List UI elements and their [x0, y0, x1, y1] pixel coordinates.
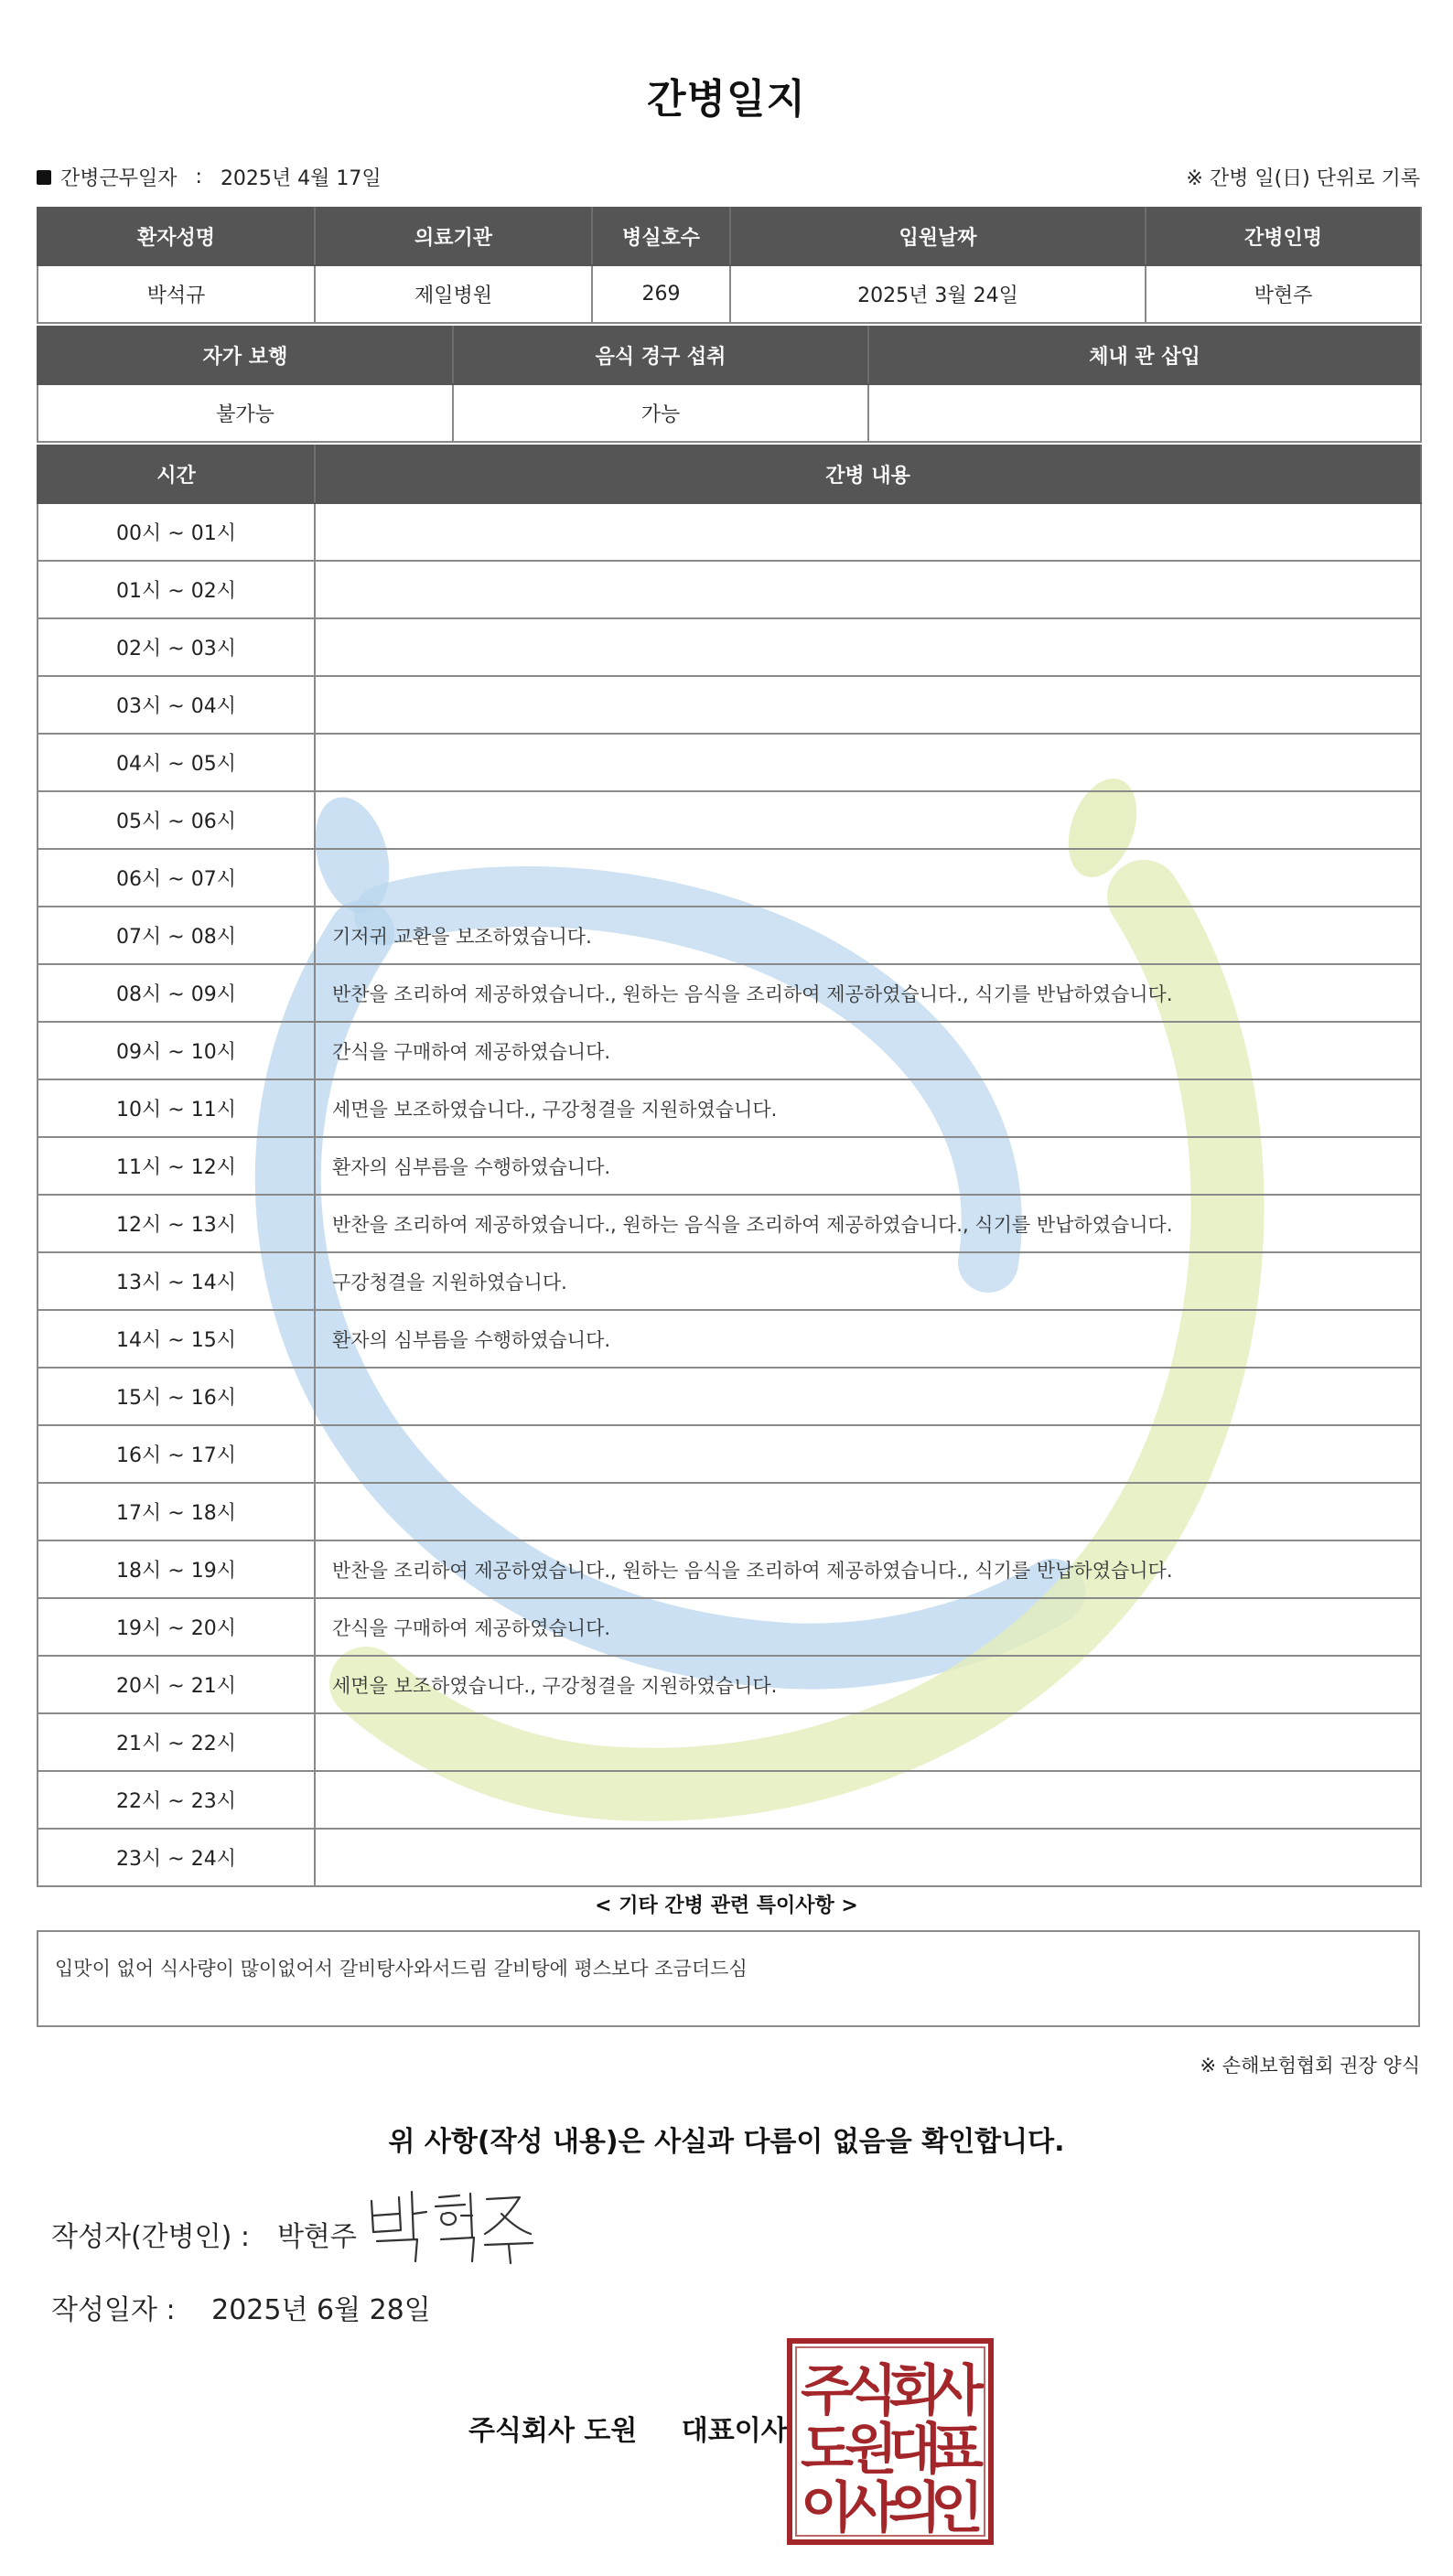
patient-info-table: [37, 207, 1422, 324]
time-cell: 22시 ~ 23시: [38, 1771, 315, 1829]
writer-label: 작성자(간병인) :: [51, 2221, 250, 2253]
company-row: [468, 2408, 788, 2448]
care-content-cell: [315, 676, 1421, 734]
svg-text:주: 주: [801, 2359, 854, 2423]
care-content-cell: 세면을 보조하였습니다., 구강청결을 지원하였습니다.: [315, 1656, 1421, 1713]
work-date-separator: :: [195, 166, 202, 188]
unit-note: ※ 간병 일(日) 단위로 기록: [1186, 167, 1420, 190]
time-cell: 08시 ~ 09시: [38, 964, 315, 1022]
care-content-cell: 반찬을 조리하여 제공하였습니다., 원하는 음식을 조리하여 제공하였습니다., 식기를 반납하였습니다.: [315, 964, 1421, 1022]
table-row: [38, 734, 1421, 791]
table-row: [38, 676, 1421, 734]
patient-status-header-row: [38, 327, 1421, 384]
care-content-cell: 환자의 심부름을 수행하였습니다.: [315, 1137, 1421, 1195]
care-content-cell: [315, 791, 1421, 849]
care-content-cell: 간식을 구매하여 제공하였습니다.: [315, 1022, 1421, 1079]
time-cell: 21시 ~ 22시: [38, 1713, 315, 1771]
table-row: [38, 791, 1421, 849]
care-content-cell: 반찬을 조리하여 제공하였습니다., 원하는 음식을 조리하여 제공하였습니다., 식기를 반납하였습니다.: [315, 1195, 1421, 1252]
time-cell: 05시 ~ 06시: [38, 791, 315, 849]
care-content-cell: [315, 734, 1421, 791]
form-note: ※ 손해보험협회 권장 양식: [1200, 2055, 1420, 2077]
header-room-number: 병실호수: [592, 208, 730, 265]
table-row: [38, 1771, 1421, 1829]
care-content-cell: [315, 618, 1421, 676]
header-caregiver-name: 간병인명: [1146, 208, 1421, 265]
writer-row: [51, 2214, 357, 2254]
time-cell: 17시 ~ 18시: [38, 1483, 315, 1540]
svg-text:원: 원: [845, 2418, 898, 2482]
svg-text:표: 표: [931, 2418, 984, 2482]
remarks-text: 입맛이 없어 식사량이 많이없어서 갈비탕사와서드림 갈비탕에 평스보다 조금더드심: [55, 1958, 748, 1980]
svg-text:사: 사: [845, 2476, 898, 2540]
svg-text:대: 대: [888, 2418, 942, 2482]
value-patient-name: 박석규: [38, 265, 315, 323]
care-content-cell: [315, 1425, 1421, 1483]
table-row: [38, 618, 1421, 676]
value-caregiver-name: 박현주: [1146, 265, 1421, 323]
time-cell: 06시 ~ 07시: [38, 849, 315, 907]
patient-info-header-row: [38, 208, 1421, 265]
time-cell: 14시 ~ 15시: [38, 1310, 315, 1368]
value-room-number: 269: [592, 265, 730, 323]
header-time: 시간: [38, 445, 315, 503]
time-cell: 04시 ~ 05시: [38, 734, 315, 791]
table-row: [38, 1310, 1421, 1368]
table-row: [38, 1022, 1421, 1079]
company-representative-title: 대표이사: [681, 2415, 788, 2447]
time-cell: 12시 ~ 13시: [38, 1195, 315, 1252]
table-row: [38, 1713, 1421, 1771]
time-cell: 07시 ~ 08시: [38, 907, 315, 964]
header-oral-intake: 음식 경구 섭취: [453, 327, 868, 384]
value-self-walking: 불가능: [38, 384, 453, 442]
care-content-cell: [315, 1829, 1421, 1886]
care-log-table: [37, 445, 1422, 1887]
document-title: 간병일지: [646, 76, 806, 123]
written-date-value: 2025년 6월 28일: [211, 2294, 431, 2326]
table-row: [38, 849, 1421, 907]
confirmation-statement: 위 사항(작성 내용)은 사실과 다름이 없음을 확인합니다.: [388, 2126, 1065, 2158]
table-row: [38, 1829, 1421, 1886]
time-cell: 02시 ~ 03시: [38, 618, 315, 676]
time-cell: 18시 ~ 19시: [38, 1540, 315, 1598]
care-content-cell: 구강청결을 지원하였습니다.: [315, 1252, 1421, 1310]
svg-text:식: 식: [845, 2359, 898, 2423]
table-row: [38, 1252, 1421, 1310]
header-tube-insertion: 체내 관 삽입: [868, 327, 1421, 384]
value-admission-date: 2025년 3월 24일: [730, 265, 1146, 323]
company-seal-stamp: [787, 2338, 994, 2545]
table-row: [38, 503, 1421, 561]
care-content-cell: [315, 1368, 1421, 1425]
value-oral-intake: 가능: [453, 384, 868, 442]
writer-name: 박현주: [276, 2221, 357, 2253]
care-content-cell: [315, 849, 1421, 907]
header-care-content: 간병 내용: [315, 445, 1421, 503]
table-row: [38, 1540, 1421, 1598]
work-date-label: 간병근무일자: [60, 167, 178, 190]
time-cell: 10시 ~ 11시: [38, 1079, 315, 1137]
header-admission-date: 입원날짜: [730, 208, 1146, 265]
time-cell: 15시 ~ 16시: [38, 1368, 315, 1425]
care-content-cell: 반찬을 조리하여 제공하였습니다., 원하는 음식을 조리하여 제공하였습니다., 식기를 반납하였습니다.: [315, 1540, 1421, 1598]
care-content-cell: [315, 1771, 1421, 1829]
care-content-cell: [315, 503, 1421, 561]
work-date-value: 2025년 4월 17일: [220, 167, 382, 190]
time-cell: 03시 ~ 04시: [38, 676, 315, 734]
care-content-cell: [315, 561, 1421, 618]
remarks-title: < 기타 간병 관련 특이사항 >: [595, 1894, 858, 1917]
table-row: [38, 1656, 1421, 1713]
care-content-cell: 환자의 심부름을 수행하였습니다.: [315, 1310, 1421, 1368]
svg-text:사: 사: [931, 2359, 984, 2423]
svg-text:도: 도: [801, 2418, 854, 2482]
table-row: [38, 964, 1421, 1022]
work-date: [37, 163, 382, 191]
care-content-cell: 세면을 보조하였습니다., 구강청결을 지원하였습니다.: [315, 1079, 1421, 1137]
care-content-cell: 간식을 구매하여 제공하였습니다.: [315, 1598, 1421, 1656]
care-content-cell: 기저귀 교환을 보조하였습니다.: [315, 907, 1421, 964]
table-row: [38, 1483, 1421, 1540]
svg-text:이: 이: [801, 2476, 854, 2540]
time-cell: 13시 ~ 14시: [38, 1252, 315, 1310]
bullet-square-icon: [37, 170, 51, 185]
patient-status-value-row: [38, 384, 1421, 442]
written-date-label: 작성일자 :: [51, 2294, 176, 2326]
time-cell: 01시 ~ 02시: [38, 561, 315, 618]
table-row: [38, 1425, 1421, 1483]
table-row: [38, 1598, 1421, 1656]
header-self-walking: 자가 보행: [38, 327, 453, 384]
svg-text:회: 회: [888, 2359, 942, 2423]
written-date-row: [51, 2287, 431, 2327]
table-row: [38, 561, 1421, 618]
header-patient-name: 환자성명: [38, 208, 315, 265]
remarks-box: [37, 1930, 1420, 2027]
svg-text:인: 인: [931, 2476, 984, 2540]
time-cell: 11시 ~ 12시: [38, 1137, 315, 1195]
value-hospital: 제일병원: [315, 265, 592, 323]
header-hospital: 의료기관: [315, 208, 592, 265]
table-row: [38, 907, 1421, 964]
care-content-cell: [315, 1713, 1421, 1771]
care-log-header-row: [38, 445, 1421, 503]
value-tube-insertion: [868, 384, 1421, 442]
table-row: [38, 1079, 1421, 1137]
time-cell: 09시 ~ 10시: [38, 1022, 315, 1079]
time-cell: 16시 ~ 17시: [38, 1425, 315, 1483]
time-cell: 20시 ~ 21시: [38, 1656, 315, 1713]
work-date-row: [37, 163, 1420, 194]
care-content-cell: [315, 1483, 1421, 1540]
patient-status-table: [37, 326, 1422, 443]
svg-text:의: 의: [888, 2476, 942, 2540]
table-row: [38, 1195, 1421, 1252]
time-cell: 23시 ~ 24시: [38, 1829, 315, 1886]
time-cell: 00시 ~ 01시: [38, 503, 315, 561]
patient-info-value-row: [38, 265, 1421, 323]
table-row: [38, 1368, 1421, 1425]
signature-image: [364, 2184, 538, 2267]
company-name: 주식회사 도원: [468, 2415, 638, 2447]
table-row: [38, 1137, 1421, 1195]
time-cell: 19시 ~ 20시: [38, 1598, 315, 1656]
